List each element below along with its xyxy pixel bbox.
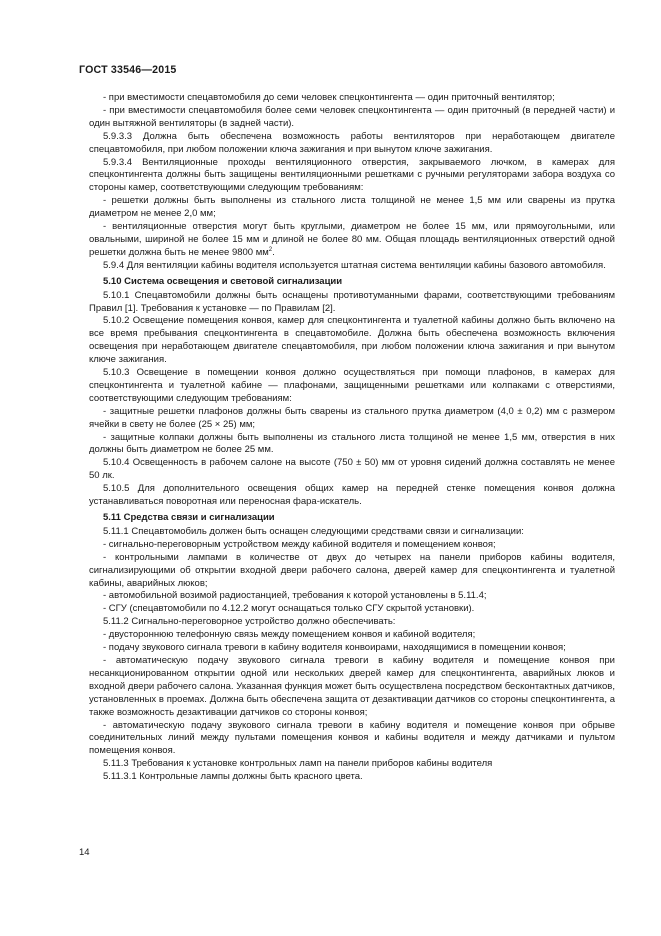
paragraph: - при вместимости спецавтомобиля более семи человек спецконтингента — один приточный (в передней части) и один вытяжной вентиляторы (в задней части). (89, 104, 615, 129)
standard-title: ГОСТ 33546—2015 (79, 64, 177, 76)
document-body (89, 92, 615, 784)
section-heading: 5.11 Средства связи и сигнализации (103, 512, 275, 523)
paragraph: 5.9.3.3 Должна быть обеспечена возможность работы вентиляторов при неработающем двигателе спецавтомобиля, при любом положении ключа зажигания и при вынутом ключе зажигания. (89, 130, 615, 155)
paragraph: 5.10.5 Для дополнительного освещения общих камер на передней стенке помещения конвоя должна устанавливаться поворотная или переносная фара-искатель. (89, 483, 615, 508)
paragraph: - автомобильной возимой радиостанцией, требования к которой установлены в 5.11.4; (103, 590, 487, 602)
paragraph: 5.10.2 Освещение помещения конвоя, камер для спецконтингента и туалетной кабины должно быть включено на все время пребывания спецконтингента в спецавтомобиле. Должна быть обеспечена возможность включения освещения при неработающем двигателе спецавтомобиля, при любом положении ключа зажигания и при вынутом ключе зажигания. (89, 315, 615, 366)
paragraph: - подачу звукового сигнала тревоги в кабину водителя конвоирами, находящимися в помещении конвоя; (103, 642, 566, 654)
paragraph: 5.11.2 Сигнально-переговорное устройство должно обеспечивать: (103, 616, 396, 628)
paragraph: - двустороннюю телефонную связь между помещением конвоя и кабиной водителя; (103, 629, 476, 641)
paragraph: - автоматическую подачу звукового сигнала тревоги в кабину водителя и помещение конвоя при обрыве соединительных линий между пультами помещения конвоя и кабины водителя и между датчиками и пультом помещения конвоя. (89, 719, 615, 757)
paragraph: 5.10.3 Освещение в помещении конвоя должно осуществляться при помощи плафонов, в камерах для спецконтингента и туалетной кабине — плафонами, защищенными решетками или колпаками с отверстиями, соответствующими следующим требованиям: (89, 367, 615, 404)
paragraph: 5.11.3.1 Контрольные лампы должны быть красного цвета. (103, 771, 363, 783)
paragraph: 5.9.4 Для вентиляции кабины водителя используется штатная система вентиляции кабины базового автомобиля. (103, 259, 606, 271)
paragraph: 5.11.3 Требования к установке контрольных ламп на панели приборов кабины водителя (103, 758, 493, 770)
paragraph-text: - вентиляционные отверстия могут быть круглыми, диаметром не более 15 мм, или прямоугольными, или овальными, шириной не более 15 мм и длиной не более 80 мм. Общая площадь вентиляционных отверстий одной решетки должна быть не менее 9800 мм (89, 221, 615, 258)
paragraph: - при вместимости спецавтомобиля до семи человек спецконтингента — один приточный вентилятор; (103, 92, 555, 103)
paragraph: - автоматическую подачу звукового сигнала тревоги в кабину водителя и помещение конвоя при несанкционированном открытии одной или нескольких дверей камер для спецконтингента, аварийных люков и входной двери рабочего салона. Указанная функция может быть осуществлена посредством бесконтактных датчиков, установленных в проемах. Должна быть обеспечена защита от дезактивации датчиков со стороны спецконтингента, а также возможность дезактивации датчиков со стороны конвоя; (89, 654, 615, 718)
paragraph: - решетки должны быть выполнены из стального листа толщиной не менее 1,5 мм или сварены из прутка диаметром не менее 2,0 мм; (89, 195, 615, 220)
paragraph: - сигнально-переговорным устройством между кабиной водителя и помещением конвоя; (103, 538, 496, 550)
page-number: 14 (79, 847, 90, 858)
paragraph: - защитные колпаки должны быть выполнены из стального листа толщиной не менее 1,5 мм, отверстия в них должны быть диаметром не более 25 мм. (89, 431, 615, 456)
paragraph: - СГУ (спецавтомобили по 4.12.2 могут оснащаться только СГУ скрытой установки). (103, 603, 475, 615)
paragraph: 5.11.1 Спецавтомобиль должен быть оснащен следующими средствами связи и сигнализации: (103, 525, 524, 537)
section-heading: 5.10 Система освещения и световой сигнализации (103, 275, 343, 287)
paragraph: - вентиляционные отверстия могут быть круглыми, диаметром не более 15 мм, или прямоугольными, или овальными, шириной не более 15 мм и длиной не более 80 мм. Общая площадь вентиляционных отверстий одной решетки должна быть не менее 9800 $мм^2$. (89, 221, 615, 258)
paragraph: - защитные решетки плафонов должны быть сварены из стального прутка диаметром (4,0 ± 0,2) мм с размером ячейки в свету не более (25 × 25) мм; (89, 405, 615, 430)
paragraph: - контрольными лампами в количестве от двух до четырех на панели приборов кабины водителя, сигнализирующими об открытии входной двери рабочего салона, дверей камер для спецконтингента и туалетной кабины, аварийных люков; (89, 551, 615, 589)
paragraph: 5.10.1 Спецавтомобили должны быть оснащены противотуманными фарами, соответствующими требованиям Правил [1]. Требования к установке — по Правилам [2]. (89, 289, 615, 314)
paragraph: 5.9.3.4 Вентиляционные проходы вентиляционного отверстия, закрываемого лючком, в камерах для спецконтингента должны быть защищены вентиляционными решетками с ручными регуляторами забора воздуха со стороны камер, соответствующими следующим требованиям: (89, 156, 615, 194)
superscript: 2 (268, 246, 273, 253)
paragraph: 5.10.4 Освещенность в рабочем салоне на высоте (750 ± 50) мм от уровня сидений должна составлять не менее 50 лк. (89, 457, 615, 482)
